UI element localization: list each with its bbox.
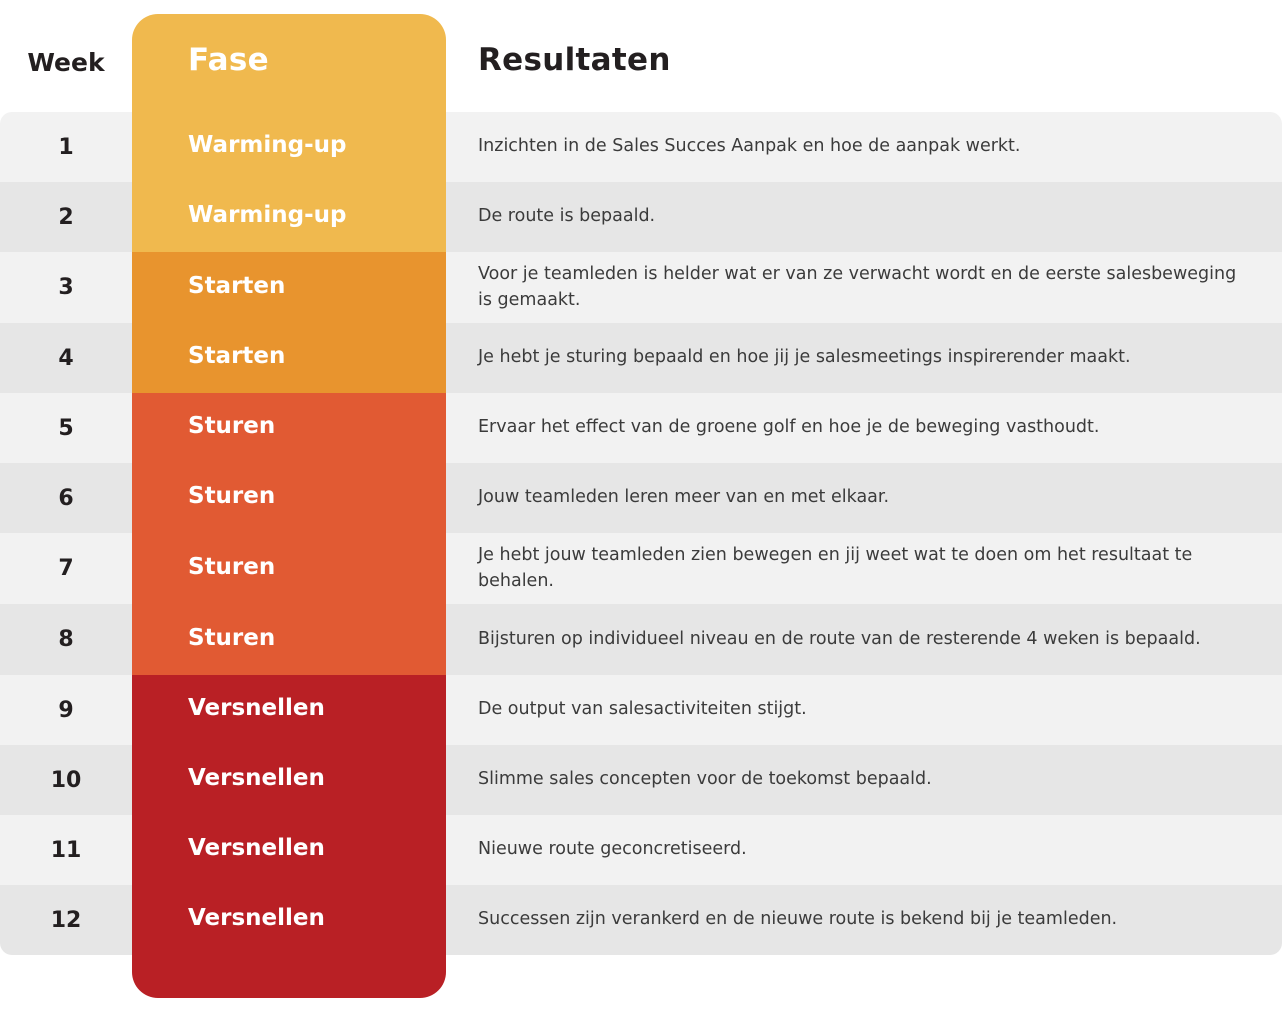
row-week-number: 1: [58, 134, 74, 160]
row-week-number: 9: [58, 697, 74, 723]
row-result-text: Nieuwe route geconcretiseerd.: [478, 839, 747, 860]
row-phase-label: Starten: [188, 272, 286, 299]
row-phase-label: Sturen: [188, 553, 276, 580]
row-week-number: 3: [58, 275, 74, 300]
row-result-text: De route is bepaald.: [478, 206, 656, 227]
header-fase: Fase: [188, 42, 269, 78]
row-result-text: Ervaar het effect van de groene golf en hoe je de beweging vasthoudt.: [478, 417, 1100, 438]
header-resultaten: Resultaten: [478, 42, 671, 78]
row-week-number: 7: [58, 556, 74, 581]
row-result-text: Slimme sales concepten voor de toekomst bepaald.: [478, 769, 932, 790]
row-result-text: Je hebt jouw teamleden zien bewegen en jij weet wat te doen om het resultaat te behalen.: [478, 545, 1193, 591]
row-phase-label: Versnellen: [188, 905, 325, 931]
row-week-number: 12: [50, 907, 82, 933]
row-result-text: Jouw teamleden leren meer van en met elkaar.: [478, 487, 890, 508]
row-result-text: Inzichten in de Sales Succes Aanpak en hoe de aanpak werkt.: [478, 136, 1021, 157]
row-phase-label: Sturen: [188, 624, 276, 651]
row-week-number: 4: [58, 345, 74, 371]
row-week-number: 2: [58, 204, 74, 230]
table-header: [0, 0, 1282, 112]
row-phase-label: Sturen: [188, 413, 276, 439]
phase-segment-starten: [132, 252, 446, 393]
row-phase-label: Versnellen: [188, 835, 325, 861]
row-result-text: Je hebt je sturing bepaald en hoe jij je salesmeetings inspirerender maakt.: [478, 347, 1131, 368]
row-phase-label: Warming-up: [188, 132, 347, 158]
row-phase-label: Starten: [188, 343, 286, 369]
row-result-text: Voor je teamleden is helder wat er van ze verwacht wordt en de eerste salesbeweging is gemaakt.: [478, 264, 1237, 310]
row-phase-label: Sturen: [188, 483, 276, 509]
row-phase-label: Versnellen: [188, 765, 325, 791]
row-result-text: Successen zijn verankerd en de nieuwe route is bekend bij je teamleden.: [478, 909, 1118, 930]
row-week-number: 10: [50, 767, 82, 793]
row-week-number: 8: [58, 627, 74, 652]
row-week-number: 11: [50, 837, 82, 863]
row-week-number: 6: [58, 485, 74, 511]
row-phase-label: Warming-up: [188, 202, 347, 228]
row-phase-label: Versnellen: [188, 695, 325, 721]
row-result-text: De output van salesactiviteiten stijgt.: [478, 699, 807, 720]
header-week: Week: [27, 48, 105, 77]
phase-segment-sturen: [132, 393, 446, 675]
row-result-text: Bijsturen op individueel niveau en de route van de resterende 4 weken is bepaald.: [478, 628, 1201, 649]
row-week-number: 5: [58, 415, 74, 441]
